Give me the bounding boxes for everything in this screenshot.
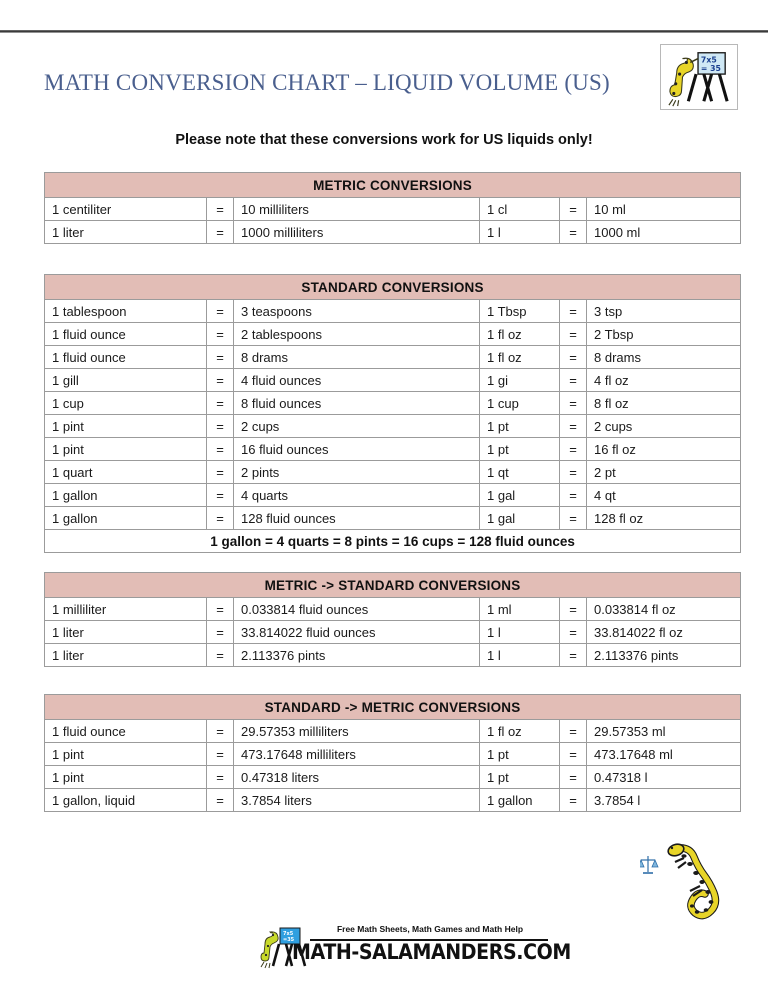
cell-abbr-from: 1 l xyxy=(480,644,560,667)
table-row xyxy=(45,766,741,789)
svg-text:=35: =35 xyxy=(283,937,295,943)
table-row xyxy=(45,438,741,461)
cell-abbr-to: 1000 ml xyxy=(587,221,741,244)
svg-text:7x5: 7x5 xyxy=(283,931,294,937)
cell-abbr-from: 1 pt xyxy=(480,415,560,438)
cell-unit-to: 33.814022 fluid ounces xyxy=(234,621,480,644)
cell-unit-from: 1 pint xyxy=(45,438,207,461)
cell-abbr-to: 3 tsp xyxy=(587,300,741,323)
cell-equals-abbr: = xyxy=(560,644,587,667)
balance-scale-icon xyxy=(640,856,658,873)
cell-equals-abbr: = xyxy=(560,323,587,346)
cell-equals: = xyxy=(207,323,234,346)
cell-equals-abbr: = xyxy=(560,720,587,743)
cell-abbr-to: 4 qt xyxy=(587,484,741,507)
footer-branding xyxy=(248,912,571,972)
cell-unit-from: 1 liter xyxy=(45,221,207,244)
cell-unit-to: 473.17648 milliliters xyxy=(234,743,480,766)
document-footer xyxy=(0,912,768,976)
page-subtitle: Please note that these conversions work for US liquids only! xyxy=(175,132,593,148)
cell-equals: = xyxy=(207,598,234,621)
footer-tagline: Free Math Sheets, Math Games and Math Help xyxy=(336,924,524,934)
cell-equals: = xyxy=(207,789,234,812)
cell-unit-from: 1 centiliter xyxy=(45,198,207,221)
cell-equals-abbr: = xyxy=(560,392,587,415)
cell-abbr-from: 1 fl oz xyxy=(480,323,560,346)
cell-equals: = xyxy=(207,720,234,743)
cell-equals-abbr: = xyxy=(560,743,587,766)
cell-abbr-to: 3.7854 l xyxy=(587,789,741,812)
cell-abbr-from: 1 pt xyxy=(480,743,560,766)
cell-unit-from: 1 fluid ounce xyxy=(45,720,207,743)
table-row xyxy=(45,392,741,415)
blackboard-line-1: 7x5 xyxy=(700,55,717,65)
table-row xyxy=(45,198,741,221)
cell-equals-abbr: = xyxy=(560,621,587,644)
cell-equals: = xyxy=(207,369,234,392)
cell-abbr-from: 1 fl oz xyxy=(480,720,560,743)
logo-artwork xyxy=(661,45,737,109)
cell-unit-to: 4 fluid ounces xyxy=(234,369,480,392)
cell-unit-from: 1 cup xyxy=(45,392,207,415)
cell-unit-to: 2 cups xyxy=(234,415,480,438)
cell-equals: = xyxy=(207,461,234,484)
table-heading: METRIC -> STANDARD CONVERSIONS xyxy=(45,573,741,598)
cell-equals: = xyxy=(207,484,234,507)
cell-abbr-from: 1 Tbsp xyxy=(480,300,560,323)
cell-unit-to: 8 fluid ounces xyxy=(234,392,480,415)
table-row xyxy=(45,369,741,392)
cell-unit-from: 1 liter xyxy=(45,644,207,667)
cell-equals: = xyxy=(207,221,234,244)
cell-abbr-to: 2 cups xyxy=(587,415,741,438)
cell-abbr-to: 8 fl oz xyxy=(587,392,741,415)
cell-abbr-from: 1 gal xyxy=(480,507,560,530)
cell-unit-to: 10 milliliters xyxy=(234,198,480,221)
math-salamanders-logo xyxy=(660,44,738,110)
cell-unit-from: 1 pint xyxy=(45,743,207,766)
table-row xyxy=(45,507,741,530)
cell-unit-to: 4 quarts xyxy=(234,484,480,507)
cell-equals-abbr: = xyxy=(560,198,587,221)
table-row xyxy=(45,789,741,812)
cell-unit-to: 3.7854 liters xyxy=(234,789,480,812)
cell-abbr-to: 2 pt xyxy=(587,461,741,484)
cell-abbr-from: 1 l xyxy=(480,221,560,244)
cell-equals: = xyxy=(207,507,234,530)
cell-abbr-from: 1 pt xyxy=(480,766,560,789)
cell-equals-abbr: = xyxy=(560,438,587,461)
cell-equals-abbr: = xyxy=(560,300,587,323)
table-row xyxy=(45,221,741,244)
cell-unit-to: 8 drams xyxy=(234,346,480,369)
summary-equation: 1 gallon = 4 quarts = 8 pints = 16 cups = 128 fluid ounces xyxy=(45,530,741,553)
cell-unit-from: 1 tablespoon xyxy=(45,300,207,323)
cell-equals-abbr: = xyxy=(560,415,587,438)
table-heading: STANDARD CONVERSIONS xyxy=(45,275,741,300)
table-row xyxy=(45,346,741,369)
cell-equals: = xyxy=(207,300,234,323)
cell-abbr-from: 1 gi xyxy=(480,369,560,392)
cell-abbr-from: 1 gal xyxy=(480,484,560,507)
cell-equals-abbr: = xyxy=(560,369,587,392)
table-header-row xyxy=(45,275,741,300)
cell-abbr-from: 1 pt xyxy=(480,438,560,461)
document-header xyxy=(0,36,768,146)
cell-unit-from: 1 pint xyxy=(45,415,207,438)
cell-unit-to: 128 fluid ounces xyxy=(234,507,480,530)
cell-equals: = xyxy=(207,621,234,644)
cell-equals: = xyxy=(207,346,234,369)
table-row xyxy=(45,415,741,438)
table-row xyxy=(45,743,741,766)
cell-abbr-from: 1 gallon xyxy=(480,789,560,812)
cell-equals-abbr: = xyxy=(560,221,587,244)
cell-abbr-from: 1 l xyxy=(480,621,560,644)
cell-equals-abbr: = xyxy=(560,598,587,621)
table-standard-conversions xyxy=(44,274,741,553)
cell-unit-from: 1 fluid ounce xyxy=(45,323,207,346)
cell-abbr-to: 0.47318 l xyxy=(587,766,741,789)
table-standard-to-metric-conversions xyxy=(44,694,741,812)
cell-abbr-to: 10 ml xyxy=(587,198,741,221)
cell-abbr-to: 128 fl oz xyxy=(587,507,741,530)
cell-unit-to: 0.033814 fluid ounces xyxy=(234,598,480,621)
cell-unit-to: 2 tablespoons xyxy=(234,323,480,346)
cell-unit-from: 1 gallon xyxy=(45,507,207,530)
cell-abbr-from: 1 cup xyxy=(480,392,560,415)
cell-unit-from: 1 quart xyxy=(45,461,207,484)
cell-equals-abbr: = xyxy=(560,766,587,789)
cell-unit-to: 3 teaspoons xyxy=(234,300,480,323)
table-heading: METRIC CONVERSIONS xyxy=(45,173,741,198)
cell-equals: = xyxy=(207,392,234,415)
cell-abbr-from: 1 qt xyxy=(480,461,560,484)
footer-domain: MATH-SALAMANDERS.COM xyxy=(292,940,571,965)
table-metric-conversions xyxy=(44,172,741,244)
cell-unit-to: 29.57353 milliliters xyxy=(234,720,480,743)
cell-unit-from: 1 gallon xyxy=(45,484,207,507)
cell-unit-to: 2 pints xyxy=(234,461,480,484)
cell-abbr-to: 4 fl oz xyxy=(587,369,741,392)
table-row xyxy=(45,323,741,346)
table-summary-row xyxy=(45,530,741,553)
table-row xyxy=(45,644,741,667)
cell-equals-abbr: = xyxy=(560,789,587,812)
page-title: MATH CONVERSION CHART – LIQUID VOLUME (US) xyxy=(44,70,610,95)
table-row xyxy=(45,598,741,621)
cell-unit-from: 1 gallon, liquid xyxy=(45,789,207,812)
cell-abbr-to: 0.033814 fl oz xyxy=(587,598,741,621)
cell-abbr-to: 8 drams xyxy=(587,346,741,369)
cell-abbr-to: 29.57353 ml xyxy=(587,720,741,743)
table-header-row xyxy=(45,573,741,598)
table-row xyxy=(45,621,741,644)
cell-equals: = xyxy=(207,415,234,438)
cell-equals: = xyxy=(207,198,234,221)
cell-unit-from: 1 liter xyxy=(45,621,207,644)
cell-equals-abbr: = xyxy=(560,461,587,484)
table-metric-to-standard-conversions xyxy=(44,572,741,667)
cell-abbr-from: 1 ml xyxy=(480,598,560,621)
cell-equals: = xyxy=(207,766,234,789)
page-top-rule xyxy=(0,30,768,33)
cell-unit-from: 1 pint xyxy=(45,766,207,789)
table-row xyxy=(45,484,741,507)
cell-abbr-from: 1 fl oz xyxy=(480,346,560,369)
cell-unit-to: 0.47318 liters xyxy=(234,766,480,789)
cell-equals-abbr: = xyxy=(560,507,587,530)
table-row xyxy=(45,461,741,484)
cell-equals-abbr: = xyxy=(560,346,587,369)
cell-equals: = xyxy=(207,644,234,667)
table-header-row xyxy=(45,173,741,198)
cell-unit-from: 1 milliliter xyxy=(45,598,207,621)
cell-equals: = xyxy=(207,743,234,766)
cell-abbr-to: 16 fl oz xyxy=(587,438,741,461)
cell-equals-abbr: = xyxy=(560,484,587,507)
blackboard-line-2: = 35 xyxy=(700,64,721,74)
cell-abbr-to: 33.814022 fl oz xyxy=(587,621,741,644)
cell-unit-to: 2.113376 pints xyxy=(234,644,480,667)
cell-unit-to: 16 fluid ounces xyxy=(234,438,480,461)
cell-abbr-from: 1 cl xyxy=(480,198,560,221)
cell-abbr-to: 2 Tbsp xyxy=(587,323,741,346)
cell-abbr-to: 2.113376 pints xyxy=(587,644,741,667)
table-header-row xyxy=(45,695,741,720)
cell-unit-from: 1 fluid ounce xyxy=(45,346,207,369)
cell-equals: = xyxy=(207,438,234,461)
table-heading: STANDARD -> METRIC CONVERSIONS xyxy=(45,695,741,720)
cell-abbr-to: 473.17648 ml xyxy=(587,743,741,766)
cell-unit-to: 1000 milliliters xyxy=(234,221,480,244)
cell-unit-from: 1 gill xyxy=(45,369,207,392)
table-row xyxy=(45,300,741,323)
table-row xyxy=(45,720,741,743)
